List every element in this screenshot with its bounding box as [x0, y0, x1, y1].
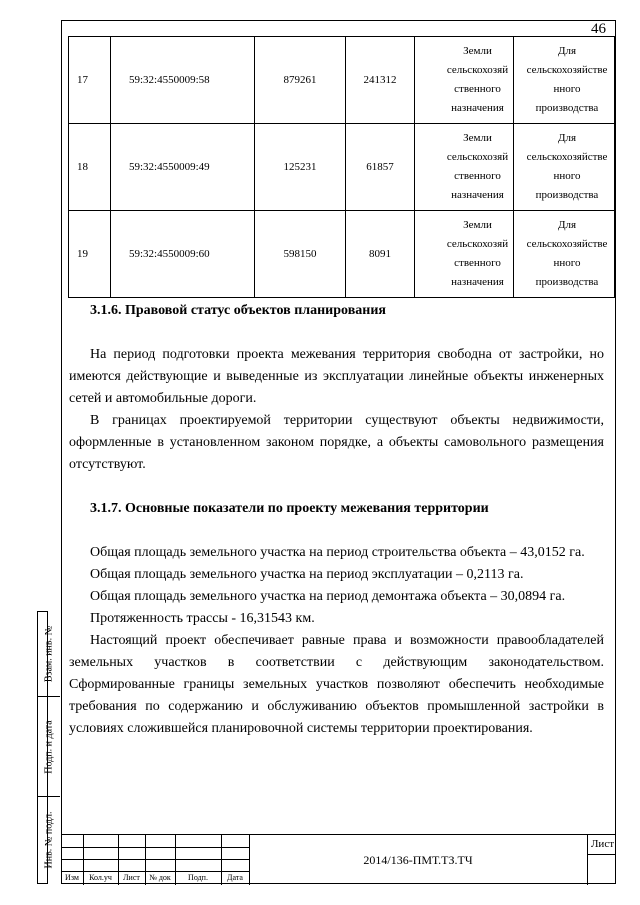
paragraph: Общая площадь земельного участка на период демонтажа объекта – 30,0894 га. — [90, 589, 566, 604]
cell-line: Для — [557, 45, 577, 57]
document-body — [69, 300, 604, 740]
cell-line: нного — [553, 170, 581, 182]
cadastral-number: 59:32:4550009:60 — [111, 211, 255, 298]
section-3-1-6-heading: 3.1.6. Правовой статус объектов планирования — [90, 303, 386, 318]
side-cell-podp — [38, 697, 60, 797]
section-3-1-7-heading: 3.1.7. Основные показатели по проекту межевания территории — [90, 501, 489, 516]
cell-line: назначения — [451, 102, 504, 114]
area-part: 241312 — [346, 37, 415, 124]
land-category — [415, 211, 514, 298]
row-number: 19 — [69, 211, 111, 298]
paragraph: Настоящий проект обеспечивает равные права и возможности правообладателей земельных участков в соответствии с действующим законодательством. Сформированные границы земельных участков позволяют обеспечить необходимые требования по содержанию и обслуживанию объектов промышленной застройки в условиях сложившейся планировочной системы территории проектирования. — [69, 633, 604, 736]
area-total: 125231 — [255, 124, 346, 211]
cell-line: сельскохозяй — [446, 64, 509, 76]
land-use — [514, 211, 615, 298]
cell-line: сельскохозяйстве — [526, 238, 608, 250]
paragraph: В границах проектируемой территории существуют объекты недвижимости, оформленные в установленном законом порядке, а объекты самовольного размещения отсутствуют. — [69, 413, 604, 472]
cell-line: Для — [557, 219, 577, 231]
area-total: 598150 — [255, 211, 346, 298]
sheet-label: Лист — [590, 838, 615, 850]
land-use — [514, 124, 615, 211]
paragraph: Протяженность трассы - 16,31543 км. — [90, 611, 315, 626]
cell-line: производства — [535, 276, 599, 288]
title-block — [61, 834, 616, 885]
cell-line: нного — [553, 83, 581, 95]
label-n-dok: № док — [149, 873, 171, 882]
cell-line: нного — [553, 257, 581, 269]
cell-line: назначения — [451, 276, 504, 288]
land-use — [514, 37, 615, 124]
cell-line: ственного — [454, 257, 501, 269]
page-number: 46 — [591, 21, 606, 37]
label-list: Лист — [123, 873, 140, 882]
row-number: 17 — [69, 37, 111, 124]
cell-line: Для — [557, 132, 577, 144]
label-data: Дата — [227, 873, 243, 882]
cell-line: сельскохозяй — [446, 238, 509, 250]
area-total: 879261 — [255, 37, 346, 124]
table-row — [69, 124, 615, 211]
area-part: 61857 — [346, 124, 415, 211]
cell-line: производства — [535, 189, 599, 201]
cell-line: сельскохозяйстве — [526, 64, 608, 76]
cell-line: Земли — [463, 45, 492, 57]
side-cell-inv — [38, 797, 60, 883]
parcels-table — [68, 36, 615, 298]
side-label-podp: Подп. и дата — [43, 719, 55, 774]
paragraph: Общая площадь земельного участка на период эксплуатации – 0,2113 га. — [90, 567, 524, 582]
label-podp: Подп. — [188, 873, 208, 882]
cadastral-number: 59:32:4550009:58 — [111, 37, 255, 124]
document-code: 2014/136-ПМТ.ТЗ.ТЧ — [363, 853, 473, 867]
cell-line: ственного — [454, 170, 501, 182]
cell-line: Земли — [463, 219, 492, 231]
cadastral-number: 59:32:4550009:49 — [111, 124, 255, 211]
cell-line: назначения — [451, 189, 504, 201]
land-category — [415, 124, 514, 211]
cell-line: ственного — [454, 83, 501, 95]
cell-line: Земли — [463, 132, 492, 144]
land-category — [415, 37, 514, 124]
table-row — [69, 37, 615, 124]
paragraph: Общая площадь земельного участка на период строительства объекта – 43,0152 га. — [90, 545, 585, 560]
side-label-vzam: Взам. инв. № — [43, 625, 55, 683]
cell-line: сельскохозяйстве — [526, 151, 608, 163]
side-cell-vzam — [38, 612, 60, 697]
label-kol-uch: Кол.уч — [89, 873, 112, 882]
table-row — [69, 211, 615, 298]
side-stamp — [37, 611, 55, 884]
side-label-inv: Инв. № подл. — [43, 811, 55, 869]
cell-line: производства — [535, 102, 599, 114]
cell-line: сельскохозяй — [446, 151, 509, 163]
area-part: 8091 — [346, 211, 415, 298]
paragraph: На период подготовки проекта межевания территория свободна от застройки, но имеются действующие и выведенные из эксплуатации линейные объекты инженерных сетей и автомобильные дороги. — [69, 347, 604, 406]
row-number: 18 — [69, 124, 111, 211]
label-izm: Изм — [65, 873, 79, 882]
